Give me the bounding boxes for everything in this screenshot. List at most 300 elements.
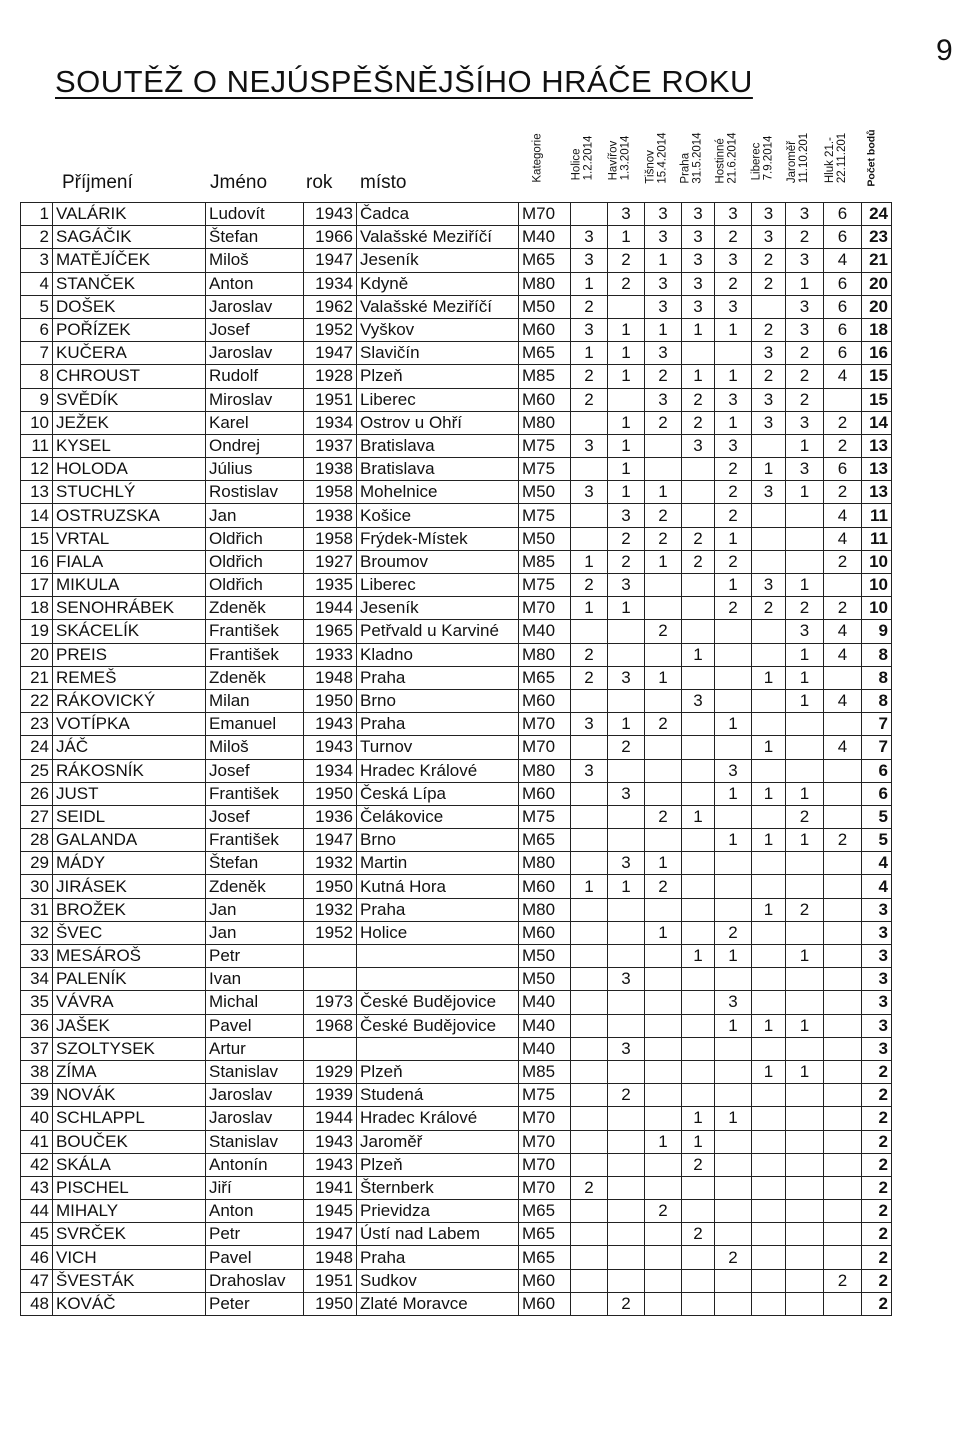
score-cell	[786, 1200, 824, 1223]
table-row	[21, 388, 892, 411]
category-cell: M70	[519, 203, 571, 226]
rank-cell: 15	[21, 527, 53, 550]
score-cell	[824, 1292, 862, 1315]
table-row	[21, 1107, 892, 1130]
surname-cell: SKÁCELÍK	[53, 620, 206, 643]
rank-cell: 26	[21, 782, 53, 805]
score-cell: 1	[786, 272, 824, 295]
score-cell	[752, 1037, 786, 1060]
score-cell	[752, 921, 786, 944]
score-cell: 4	[824, 643, 862, 666]
score-cell	[715, 1292, 752, 1315]
table-row	[21, 1084, 892, 1107]
score-cell	[824, 1060, 862, 1083]
header-tournament	[564, 115, 601, 200]
score-cell	[752, 643, 786, 666]
place-cell: Zlaté Moravce	[357, 1292, 519, 1315]
score-cell: 3	[571, 759, 608, 782]
rank-cell: 20	[21, 643, 53, 666]
table-row	[21, 1223, 892, 1246]
score-cell: 2	[752, 365, 786, 388]
points-cell: 2	[862, 1269, 892, 1292]
points-cell: 2	[862, 1107, 892, 1130]
name-cell: Oldřich	[206, 574, 304, 597]
category-cell: M65	[519, 666, 571, 689]
score-cell	[786, 527, 824, 550]
score-cell	[571, 968, 608, 991]
score-cell	[824, 713, 862, 736]
category-cell: M65	[519, 829, 571, 852]
score-cell	[682, 504, 715, 527]
year-cell: 1929	[304, 1060, 357, 1083]
score-cell: 2	[824, 434, 862, 457]
score-cell	[645, 945, 682, 968]
rank-cell: 32	[21, 921, 53, 944]
score-cell	[824, 968, 862, 991]
table-row	[21, 968, 892, 991]
score-cell	[715, 1084, 752, 1107]
score-cell: 3	[752, 203, 786, 226]
category-cell: M65	[519, 249, 571, 272]
place-cell: Holice	[357, 921, 519, 944]
name-cell: Jiří	[206, 1176, 304, 1199]
surname-cell: FIALA	[53, 550, 206, 573]
table-row	[21, 643, 892, 666]
score-cell	[824, 1130, 862, 1153]
score-cell: 2	[682, 550, 715, 573]
points-cell: 3	[862, 1037, 892, 1060]
year-cell: 1950	[304, 875, 357, 898]
name-cell: Milan	[206, 689, 304, 712]
place-cell: Studená	[357, 1084, 519, 1107]
year-cell: 1951	[304, 1269, 357, 1292]
score-cell: 2	[715, 921, 752, 944]
place-cell: Košice	[357, 504, 519, 527]
place-cell: Liberec	[357, 574, 519, 597]
score-cell	[824, 1084, 862, 1107]
score-cell	[752, 968, 786, 991]
score-cell: 3	[645, 388, 682, 411]
rank-cell: 3	[21, 249, 53, 272]
table-row	[21, 295, 892, 318]
rank-cell: 34	[21, 968, 53, 991]
score-cell	[715, 1176, 752, 1199]
score-cell	[824, 1014, 862, 1037]
score-cell: 1	[571, 272, 608, 295]
score-cell	[715, 898, 752, 921]
score-cell	[645, 434, 682, 457]
category-cell: M70	[519, 1107, 571, 1130]
score-cell	[824, 1037, 862, 1060]
name-cell: František	[206, 782, 304, 805]
score-cell	[786, 852, 824, 875]
score-cell	[752, 1130, 786, 1153]
table-row	[21, 365, 892, 388]
rank-cell: 27	[21, 805, 53, 828]
surname-cell: ŠVESTÁK	[53, 1269, 206, 1292]
surname-cell: VÁVRA	[53, 991, 206, 1014]
category-cell: M85	[519, 365, 571, 388]
surname-cell: SZOLTYSEK	[53, 1037, 206, 1060]
place-cell: Broumov	[357, 550, 519, 573]
score-cell: 3	[682, 689, 715, 712]
rank-cell: 43	[21, 1176, 53, 1199]
surname-cell: SVĚDÍK	[53, 388, 206, 411]
score-cell: 1	[608, 713, 645, 736]
score-cell: 1	[786, 481, 824, 504]
score-cell: 1	[682, 643, 715, 666]
header-tournament-label: Hluk 21.- 22.11.201	[824, 132, 848, 183]
name-cell: Štefan	[206, 226, 304, 249]
score-cell: 3	[715, 249, 752, 272]
points-cell: 23	[862, 226, 892, 249]
header-place: místo	[360, 172, 407, 193]
score-cell	[645, 1060, 682, 1083]
score-cell	[645, 898, 682, 921]
points-cell: 20	[862, 295, 892, 318]
points-cell: 3	[862, 1014, 892, 1037]
score-cell	[608, 1246, 645, 1269]
score-cell	[752, 1176, 786, 1199]
place-cell: Kdyně	[357, 272, 519, 295]
category-cell: M80	[519, 759, 571, 782]
points-cell: 5	[862, 829, 892, 852]
place-cell: Ostrov u Ohří	[357, 411, 519, 434]
score-cell: 1	[645, 666, 682, 689]
surname-cell: REMEŠ	[53, 666, 206, 689]
score-cell: 3	[608, 782, 645, 805]
score-cell: 3	[786, 295, 824, 318]
table-row	[21, 1200, 892, 1223]
score-cell	[608, 620, 645, 643]
name-cell: František	[206, 620, 304, 643]
score-cell: 2	[645, 875, 682, 898]
score-cell: 1	[608, 226, 645, 249]
score-cell: 3	[786, 318, 824, 341]
score-cell: 1	[608, 365, 645, 388]
score-cell	[786, 1246, 824, 1269]
place-cell: Vyškov	[357, 318, 519, 341]
score-cell: 4	[824, 736, 862, 759]
score-cell	[682, 875, 715, 898]
score-cell	[824, 1176, 862, 1199]
score-cell: 2	[608, 550, 645, 573]
score-cell	[786, 1223, 824, 1246]
rank-cell: 48	[21, 1292, 53, 1315]
name-cell: Michal	[206, 991, 304, 1014]
score-cell: 1	[571, 597, 608, 620]
year-cell: 1950	[304, 689, 357, 712]
score-cell: 2	[608, 527, 645, 550]
score-cell: 1	[645, 318, 682, 341]
score-cell	[645, 782, 682, 805]
score-cell	[645, 574, 682, 597]
table-row	[21, 411, 892, 434]
score-cell: 2	[715, 226, 752, 249]
points-cell: 4	[862, 875, 892, 898]
points-cell: 2	[862, 1084, 892, 1107]
surname-cell: HOLODA	[53, 458, 206, 481]
score-cell: 2	[824, 550, 862, 573]
table-row	[21, 875, 892, 898]
table-row	[21, 226, 892, 249]
table-row	[21, 1246, 892, 1269]
name-cell: Emanuel	[206, 713, 304, 736]
surname-cell: DOŠEK	[53, 295, 206, 318]
score-cell: 2	[715, 1246, 752, 1269]
surname-cell: BOUČEK	[53, 1130, 206, 1153]
surname-cell: GALANDA	[53, 829, 206, 852]
category-cell: M60	[519, 1269, 571, 1292]
table-row	[21, 550, 892, 573]
score-cell: 1	[786, 434, 824, 457]
score-cell	[645, 1153, 682, 1176]
score-cell: 3	[645, 272, 682, 295]
year-cell: 1932	[304, 898, 357, 921]
year-cell: 1947	[304, 342, 357, 365]
category-cell: M85	[519, 550, 571, 573]
category-cell: M75	[519, 574, 571, 597]
surname-cell: SEIDL	[53, 805, 206, 828]
year-cell: 1934	[304, 411, 357, 434]
name-cell: František	[206, 829, 304, 852]
score-cell: 1	[715, 1107, 752, 1130]
score-cell: 1	[608, 318, 645, 341]
surname-cell: ZÍMA	[53, 1060, 206, 1083]
place-cell	[357, 968, 519, 991]
score-cell: 3	[715, 759, 752, 782]
score-cell: 3	[682, 249, 715, 272]
score-cell: 2	[645, 805, 682, 828]
table-row	[21, 689, 892, 712]
score-cell	[571, 527, 608, 550]
score-cell: 1	[715, 318, 752, 341]
place-cell: Valašské Meziříčí	[357, 226, 519, 249]
category-cell: M60	[519, 782, 571, 805]
score-cell: 2	[608, 272, 645, 295]
name-cell: Rudolf	[206, 365, 304, 388]
name-cell: Jan	[206, 898, 304, 921]
year-cell: 1935	[304, 574, 357, 597]
points-cell: 3	[862, 968, 892, 991]
header-surname: Příjmení	[62, 172, 133, 193]
name-cell: Zdeněk	[206, 597, 304, 620]
place-cell: Ústí nad Labem	[357, 1223, 519, 1246]
score-cell	[786, 1269, 824, 1292]
category-cell: M75	[519, 434, 571, 457]
score-cell	[752, 1223, 786, 1246]
category-cell: M60	[519, 921, 571, 944]
place-cell: Šternberk	[357, 1176, 519, 1199]
table-row	[21, 1014, 892, 1037]
rank-cell: 11	[21, 434, 53, 457]
score-cell	[682, 1200, 715, 1223]
header-points-label: Počet bodů	[866, 128, 879, 187]
score-cell	[682, 1246, 715, 1269]
score-cell	[608, 1176, 645, 1199]
header-tournament-label: Holice 1.2.2014	[570, 135, 595, 180]
surname-cell: MATĚJÍČEK	[53, 249, 206, 272]
rank-cell: 36	[21, 1014, 53, 1037]
score-cell	[752, 945, 786, 968]
score-cell: 3	[645, 226, 682, 249]
score-cell	[752, 713, 786, 736]
score-cell	[786, 921, 824, 944]
year-cell: 1938	[304, 458, 357, 481]
score-cell: 2	[715, 481, 752, 504]
score-cell	[824, 574, 862, 597]
score-cell: 3	[608, 574, 645, 597]
score-cell: 3	[682, 272, 715, 295]
category-cell: M65	[519, 1223, 571, 1246]
score-cell	[824, 991, 862, 1014]
rank-cell: 1	[21, 203, 53, 226]
category-cell: M50	[519, 945, 571, 968]
name-cell: Antonín	[206, 1153, 304, 1176]
header-tournament	[708, 115, 745, 200]
table-row	[21, 759, 892, 782]
year-cell: 1958	[304, 527, 357, 550]
place-cell: Hradec Králové	[357, 1107, 519, 1130]
category-cell: M40	[519, 1014, 571, 1037]
name-cell: Josef	[206, 805, 304, 828]
rank-cell: 17	[21, 574, 53, 597]
place-cell: Plzeň	[357, 365, 519, 388]
category-cell: M80	[519, 272, 571, 295]
table-row	[21, 1269, 892, 1292]
score-cell	[608, 689, 645, 712]
surname-cell: JUST	[53, 782, 206, 805]
score-cell	[608, 945, 645, 968]
rank-cell: 24	[21, 736, 53, 759]
score-cell	[608, 1153, 645, 1176]
score-cell: 2	[824, 829, 862, 852]
score-cell	[715, 1060, 752, 1083]
rank-cell: 29	[21, 852, 53, 875]
category-cell: M80	[519, 411, 571, 434]
score-cell	[608, 1200, 645, 1223]
score-cell	[824, 759, 862, 782]
score-cell: 1	[715, 829, 752, 852]
score-cell: 1	[682, 1130, 715, 1153]
name-cell: Stanislav	[206, 1060, 304, 1083]
score-cell: 1	[571, 342, 608, 365]
year-cell: 1947	[304, 249, 357, 272]
category-cell: M70	[519, 1176, 571, 1199]
score-cell	[571, 1014, 608, 1037]
score-cell	[682, 852, 715, 875]
name-cell: Miloš	[206, 249, 304, 272]
points-cell: 13	[862, 434, 892, 457]
name-cell: Oldřich	[206, 527, 304, 550]
score-cell	[752, 620, 786, 643]
score-cell: 3	[715, 991, 752, 1014]
score-cell: 1	[752, 898, 786, 921]
score-cell	[786, 875, 824, 898]
score-cell	[571, 898, 608, 921]
score-cell: 3	[682, 434, 715, 457]
score-cell	[682, 597, 715, 620]
category-cell: M65	[519, 342, 571, 365]
score-cell	[571, 1200, 608, 1223]
score-cell: 1	[608, 597, 645, 620]
surname-cell: CHROUST	[53, 365, 206, 388]
score-cell: 1	[752, 1014, 786, 1037]
score-cell: 2	[682, 527, 715, 550]
name-cell: Josef	[206, 759, 304, 782]
year-cell: 1962	[304, 295, 357, 318]
year-cell: 1939	[304, 1084, 357, 1107]
score-cell	[715, 1130, 752, 1153]
place-cell: Brno	[357, 689, 519, 712]
score-cell	[824, 898, 862, 921]
score-cell: 2	[645, 713, 682, 736]
name-cell: Pavel	[206, 1014, 304, 1037]
score-cell: 1	[682, 318, 715, 341]
points-cell: 3	[862, 898, 892, 921]
rank-cell: 18	[21, 597, 53, 620]
year-cell: 1941	[304, 1176, 357, 1199]
score-cell	[682, 1269, 715, 1292]
year-cell: 1934	[304, 272, 357, 295]
place-cell: Mohelnice	[357, 481, 519, 504]
score-cell	[752, 1107, 786, 1130]
score-cell: 2	[752, 272, 786, 295]
header-name: Jméno	[210, 172, 268, 193]
name-cell: Pavel	[206, 1246, 304, 1269]
score-cell	[682, 1176, 715, 1199]
table-row	[21, 921, 892, 944]
score-cell: 2	[824, 481, 862, 504]
category-cell: M70	[519, 736, 571, 759]
score-cell	[715, 1223, 752, 1246]
score-cell: 6	[824, 458, 862, 481]
score-cell: 1	[786, 782, 824, 805]
category-cell: M60	[519, 388, 571, 411]
score-cell: 2	[682, 388, 715, 411]
score-cell	[824, 782, 862, 805]
score-cell	[786, 1107, 824, 1130]
score-cell: 3	[752, 342, 786, 365]
table-row	[21, 805, 892, 828]
score-cell	[571, 1223, 608, 1246]
place-cell: Sudkov	[357, 1269, 519, 1292]
score-cell	[645, 759, 682, 782]
points-cell: 4	[862, 852, 892, 875]
surname-cell: SAGÁČIK	[53, 226, 206, 249]
place-cell: Praha	[357, 666, 519, 689]
table-row	[21, 945, 892, 968]
category-cell: M80	[519, 852, 571, 875]
surname-cell: JÁČ	[53, 736, 206, 759]
score-cell	[608, 759, 645, 782]
year-cell: 1973	[304, 991, 357, 1014]
score-cell	[608, 1130, 645, 1153]
score-cell: 2	[824, 411, 862, 434]
score-cell: 3	[608, 852, 645, 875]
place-cell: Liberec	[357, 388, 519, 411]
header-tournament	[745, 115, 779, 200]
place-cell	[357, 945, 519, 968]
score-cell: 3	[752, 226, 786, 249]
score-cell	[752, 527, 786, 550]
name-cell: Zdeněk	[206, 875, 304, 898]
score-cell: 1	[715, 411, 752, 434]
year-cell: 1966	[304, 226, 357, 249]
surname-cell: PALENÍK	[53, 968, 206, 991]
score-cell: 1	[752, 829, 786, 852]
score-cell	[571, 504, 608, 527]
